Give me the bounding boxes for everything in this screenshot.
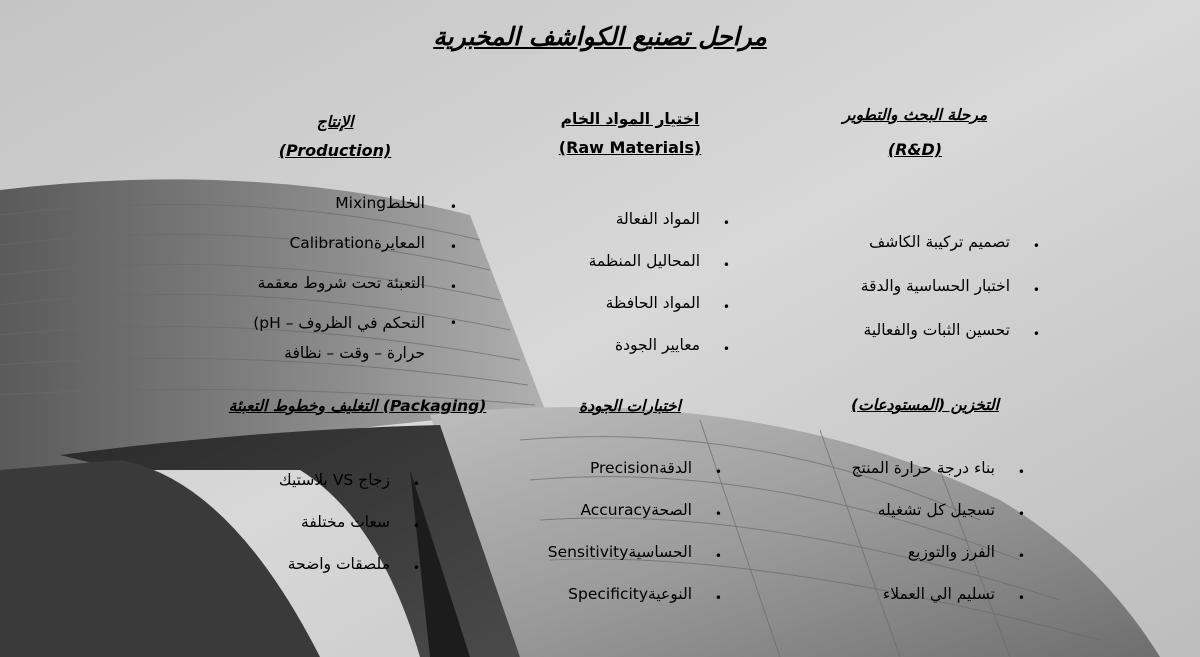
- list-item: الصحةAccuracy •: [500, 489, 692, 531]
- raw-list: [520, 198, 730, 366]
- bullet-icon: •: [722, 342, 730, 356]
- quality-heading: [560, 397, 700, 415]
- list-item: المحاليل المنظمة •: [520, 240, 700, 282]
- rd-list: [780, 220, 1040, 352]
- page-title: مراحل تصنيع الكواشف المخبرية: [433, 22, 767, 51]
- bullet-icon: •: [714, 465, 722, 479]
- bullet-icon: •: [714, 591, 722, 605]
- list-item: الحساسيةSensitivity •: [500, 531, 692, 573]
- list-item: ملصقات واضحة •: [240, 543, 390, 585]
- list-item: اختبار الحساسية والدقة •: [780, 264, 1010, 308]
- list-item: النوعيةSpecificity •: [500, 573, 692, 615]
- production-list: [200, 183, 457, 363]
- bullet-icon: •: [1032, 327, 1040, 341]
- list-item: المواد الفعالة •: [520, 198, 700, 240]
- bullet-icon: •: [1017, 591, 1025, 605]
- rd-subheading: (R&D): [887, 140, 943, 159]
- quality-list: [500, 447, 722, 615]
- list-item: سعات مختلفة •: [240, 501, 390, 543]
- bullet-icon: •: [412, 477, 420, 491]
- bullet-icon: •: [1017, 549, 1025, 563]
- raw-heading-text: اختيار المواد الخام: [560, 110, 700, 128]
- production-heading: [260, 113, 410, 160]
- bullet-icon: •: [1032, 239, 1040, 253]
- list-item: زجاج VS بلاستيك •: [240, 459, 390, 501]
- bullet-icon: •: [449, 316, 457, 330]
- list-item: التعبئة تحت شروط معقمة •: [200, 263, 425, 303]
- packaging-heading: [210, 397, 505, 415]
- packaging-list: [240, 459, 420, 585]
- storage-list: [780, 447, 1025, 615]
- list-item: تسجيل كل تشغيله •: [780, 489, 995, 531]
- bullet-icon: •: [714, 507, 722, 521]
- rd-heading: [800, 106, 1030, 159]
- bullet-icon: •: [449, 280, 457, 294]
- storage-heading-text: التخزين (المستودعات): [851, 396, 999, 414]
- list-item: بناء درجة حرارة المنتج •: [780, 447, 995, 489]
- bullet-icon: •: [1017, 465, 1025, 479]
- bullet-icon: •: [722, 300, 730, 314]
- list-item: تسليم الي العملاء •: [780, 573, 995, 615]
- bullet-icon: •: [722, 258, 730, 272]
- list-item: معايير الجودة •: [520, 324, 700, 366]
- bullet-icon: •: [449, 200, 457, 214]
- bullet-icon: •: [722, 216, 730, 230]
- rd-heading-text: مرحلة البحث والتطوير: [842, 106, 988, 124]
- production-item-4-line2: حرارة – وقت – نظافة: [284, 344, 425, 362]
- list-item: تصميم تركيبة الكاشف •: [780, 220, 1010, 264]
- bullet-icon: •: [412, 561, 420, 575]
- bullet-icon: •: [714, 549, 722, 563]
- list-item: الفرز والتوزيع •: [780, 531, 995, 573]
- storage-heading: [830, 396, 1020, 414]
- list-item: الخلطMixing •: [200, 183, 425, 223]
- bullet-icon: •: [1032, 283, 1040, 297]
- bullet-icon: •: [449, 240, 457, 254]
- raw-subheading: (Raw Materials): [558, 138, 702, 157]
- bullet-icon: •: [412, 519, 420, 533]
- bullet-icon: •: [1017, 507, 1025, 521]
- list-item: المواد الحافظة •: [520, 282, 700, 324]
- list-item: المعايرةCalibration •: [200, 223, 425, 263]
- list-item: الدقةPrecision •: [500, 447, 692, 489]
- packaging-heading-text: (Packaging) التغليف وخطوط التعبئة: [228, 397, 487, 415]
- quality-heading-text: اختبارات الجودة: [579, 397, 681, 415]
- list-item: التحكم في الظروف – pH) حرارة – وقت – نظافة •: [200, 313, 425, 363]
- production-subheading: (Production): [278, 141, 392, 160]
- production-heading-text: الإنتاج: [316, 113, 354, 131]
- list-item: تحسين الثبات والفعالية •: [780, 308, 1010, 352]
- raw-heading: [540, 110, 720, 157]
